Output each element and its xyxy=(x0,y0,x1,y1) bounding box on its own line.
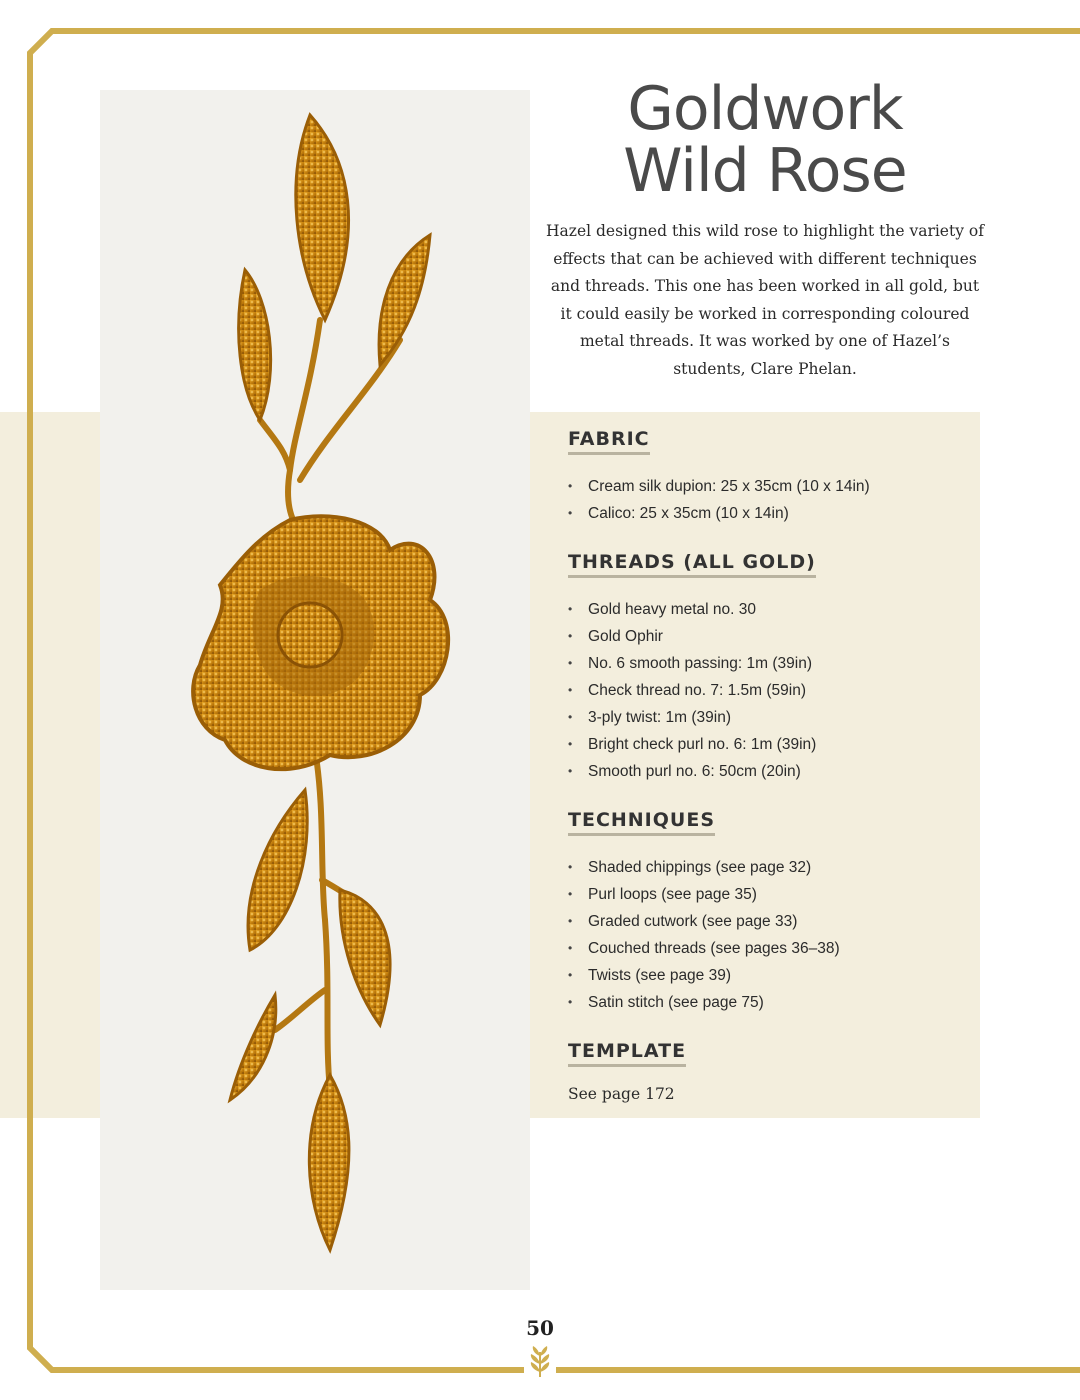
title-line-2: Wild Rose xyxy=(623,136,907,206)
list-item: • Gold heavy metal no. 30 xyxy=(568,596,968,623)
list-item: • Cream silk dupion: 25 x 35cm (10 x 14in) xyxy=(568,473,968,500)
techniques-heading: TECHNIQUES xyxy=(568,809,715,836)
fabric-heading: FABRIC xyxy=(568,428,650,455)
list-item: • Smooth purl no. 6: 50cm (20in) xyxy=(568,758,968,785)
list-item: • Purl loops (see page 35) xyxy=(568,881,968,908)
list-item: • Graded cutwork (see page 33) xyxy=(568,908,968,935)
goldwork-rose-photo xyxy=(100,90,530,1290)
list-item: • Check thread no. 7: 1.5m (59in) xyxy=(568,677,968,704)
techniques-list xyxy=(568,854,968,1016)
list-item: • No. 6 smooth passing: 1m (39in) xyxy=(568,650,968,677)
fabric-list xyxy=(568,473,968,527)
list-item: • Satin stitch (see page 75) xyxy=(568,989,968,1016)
list-item: • Bright check purl no. 6: 1m (39in) xyxy=(568,731,968,758)
page-number: 50 xyxy=(526,1316,554,1340)
list-item: • Calico: 25 x 35cm (10 x 14in) xyxy=(568,500,968,527)
intro-paragraph: Hazel designed this wild rose to highlight the variety of effects that can be achieved with different techniques and threads. This one has been worked in all gold, but it could easily be worked in corresponding coloured metal threads. It was worked by one of Hazel’s students, Clare Phelan. xyxy=(546,222,984,378)
list-item: • Couched threads (see pages 36–38) xyxy=(568,935,968,962)
threads-heading: THREADS (ALL GOLD) xyxy=(568,551,816,578)
template-heading: TEMPLATE xyxy=(568,1040,686,1067)
materials-panel xyxy=(568,428,968,1103)
list-item: • 3-ply twist: 1m (39in) xyxy=(568,704,968,731)
page-title xyxy=(560,74,970,206)
template-reference: See page 172 xyxy=(568,1085,675,1103)
threads-list xyxy=(568,596,968,785)
title-line-1: Goldwork xyxy=(627,74,903,144)
wheat-sprig-icon xyxy=(526,1344,554,1378)
list-item: • Twists (see page 39) xyxy=(568,962,968,989)
list-item: • Gold Ophir xyxy=(568,623,968,650)
list-item: • Shaded chippings (see page 32) xyxy=(568,854,968,881)
